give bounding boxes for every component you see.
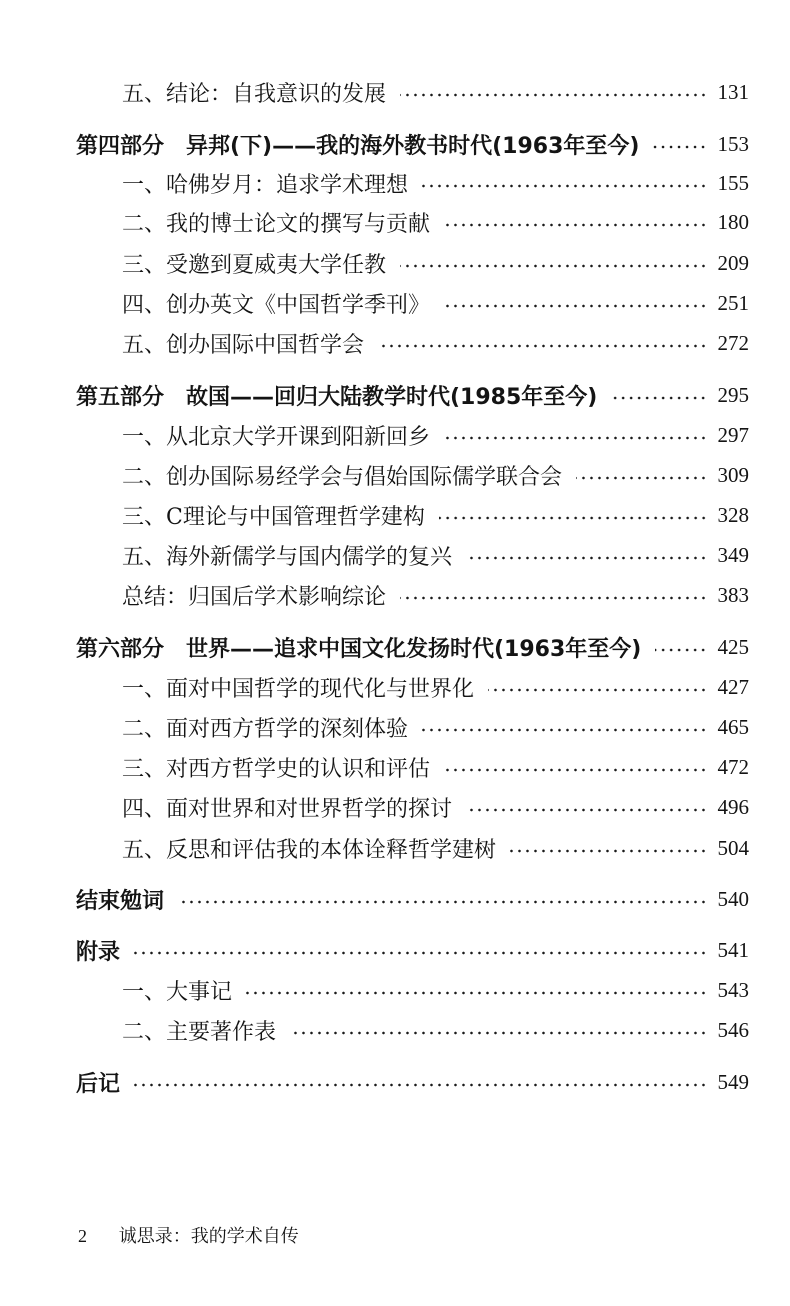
toc-entry bbox=[122, 455, 749, 495]
dot-leader bbox=[653, 145, 707, 149]
footer-page-number: 2 bbox=[78, 1226, 87, 1246]
toc-entry bbox=[122, 415, 749, 455]
dot-leader bbox=[378, 344, 707, 348]
dot-leader bbox=[439, 516, 708, 520]
toc-entry-page: 209 bbox=[717, 250, 749, 275]
dot-leader bbox=[444, 304, 707, 308]
toc-entry-title: 结束勉词 bbox=[76, 888, 165, 914]
toc-entry-title: 三、C理论与中国管理哲学建构 bbox=[122, 504, 425, 530]
toc-entry bbox=[122, 667, 749, 707]
toc-entry bbox=[122, 1010, 749, 1050]
toc-entry bbox=[122, 535, 749, 575]
toc-entry-title: 一、面对中国哲学的现代化与世界化 bbox=[122, 676, 475, 702]
toc-part-heading bbox=[76, 1062, 749, 1102]
dot-leader bbox=[400, 264, 707, 268]
dot-leader bbox=[466, 808, 707, 812]
toc-entry-page: 541 bbox=[717, 937, 749, 962]
toc-entry-page: 297 bbox=[717, 422, 749, 447]
dot-leader bbox=[400, 93, 707, 97]
toc-entry-title: 一、大事记 bbox=[122, 979, 233, 1005]
toc-entry bbox=[122, 575, 749, 615]
toc-entry-title: 二、创办国际易经学会与倡始国际儒学联合会 bbox=[122, 464, 563, 490]
toc-entry-page: 295 bbox=[717, 382, 749, 407]
dot-leader bbox=[466, 556, 707, 560]
toc-entry bbox=[122, 283, 749, 323]
toc-part-heading bbox=[76, 879, 749, 919]
dot-leader bbox=[178, 900, 707, 904]
toc-entry-title: 第六部分 世界——追求中国文化发扬时代(1963年至今) bbox=[76, 636, 642, 662]
toc-entry-page: 309 bbox=[717, 462, 749, 487]
toc-entry-title: 五、反思和评估我的本体诠释哲学建树 bbox=[122, 837, 497, 863]
dot-leader bbox=[510, 849, 707, 853]
toc-entry-title: 二、主要著作表 bbox=[122, 1019, 277, 1045]
dot-leader bbox=[444, 223, 707, 227]
toc-entry-page: 496 bbox=[717, 794, 749, 819]
toc-entry-page: 504 bbox=[717, 835, 749, 860]
toc-entry-title: 五、结论：自我意识的发展 bbox=[122, 81, 387, 107]
dot-leader bbox=[134, 1083, 707, 1087]
toc-entry-page: 180 bbox=[717, 209, 749, 234]
toc-part-heading bbox=[76, 627, 749, 667]
toc-entry-title: 第四部分 异邦(下)——我的海外教书时代(1963年至今) bbox=[76, 133, 640, 159]
toc-part-heading bbox=[76, 930, 749, 970]
toc-entry-page: 465 bbox=[717, 714, 749, 739]
toc-entry-title: 四、面对世界和对世界哲学的探讨 bbox=[122, 796, 453, 822]
toc-entry-page: 251 bbox=[717, 290, 749, 315]
toc-entry-page: 131 bbox=[717, 79, 749, 104]
toc-entry-page: 383 bbox=[717, 582, 749, 607]
toc-part-heading bbox=[76, 375, 749, 415]
toc-entry bbox=[122, 72, 749, 112]
toc-entry-title: 二、我的博士论文的撰写与贡献 bbox=[122, 211, 431, 237]
toc-entry bbox=[122, 828, 749, 868]
toc-entry-page: 540 bbox=[717, 886, 749, 911]
toc-entry-title: 总结：归国后学术影响综论 bbox=[122, 584, 387, 610]
toc-entry-page: 543 bbox=[717, 977, 749, 1002]
dot-leader bbox=[246, 991, 707, 995]
toc-entry bbox=[122, 323, 749, 363]
toc-entry-page: 349 bbox=[717, 542, 749, 567]
dot-leader bbox=[611, 396, 707, 400]
dot-leader bbox=[290, 1031, 707, 1035]
toc-entry-page: 272 bbox=[717, 330, 749, 355]
dot-leader bbox=[444, 436, 707, 440]
toc-entry bbox=[122, 202, 749, 242]
toc-entry bbox=[122, 495, 749, 535]
toc-entry-page: 328 bbox=[717, 502, 749, 527]
toc-entry-title: 一、哈佛岁月：追求学术理想 bbox=[122, 172, 409, 198]
toc-entry bbox=[122, 747, 749, 787]
dot-leader bbox=[400, 596, 707, 600]
toc-entry-title: 附录 bbox=[76, 939, 121, 965]
dot-leader bbox=[422, 728, 707, 732]
toc-entry-title: 三、受邀到夏威夷大学任教 bbox=[122, 252, 387, 278]
toc-entry-page: 546 bbox=[717, 1017, 749, 1042]
toc-entry bbox=[122, 243, 749, 283]
toc-entry-title: 五、创办国际中国哲学会 bbox=[122, 332, 365, 358]
toc-entry-page: 549 bbox=[717, 1069, 749, 1094]
toc-entry-title: 四、创办英文《中国哲学季刊》 bbox=[122, 292, 431, 318]
toc-entry-page: 427 bbox=[717, 674, 749, 699]
toc-entry bbox=[122, 970, 749, 1010]
toc-part-heading bbox=[76, 124, 749, 164]
toc-entry-page: 425 bbox=[717, 634, 749, 659]
dot-leader bbox=[422, 184, 707, 188]
toc-entry-page: 155 bbox=[717, 170, 749, 195]
dot-leader bbox=[134, 951, 707, 955]
toc-entry-title: 第五部分 故国——回归大陆教学时代(1985年至今) bbox=[76, 384, 598, 410]
toc-entry-title: 三、对西方哲学史的认识和评估 bbox=[122, 756, 431, 782]
page-footer bbox=[78, 1222, 299, 1248]
toc-entry bbox=[122, 707, 749, 747]
dot-leader bbox=[655, 648, 707, 652]
toc-entry-page: 472 bbox=[717, 754, 749, 779]
footer-book-title: 诚思录：我的学术自传 bbox=[118, 1226, 299, 1247]
toc-entry bbox=[122, 163, 749, 203]
dot-leader bbox=[444, 768, 707, 772]
toc-entry-title: 五、海外新儒学与国内儒学的复兴 bbox=[122, 544, 453, 570]
toc-entry-page: 153 bbox=[717, 131, 749, 156]
dot-leader bbox=[576, 476, 707, 480]
toc-entry-title: 后记 bbox=[76, 1071, 121, 1097]
toc-entry-title: 二、面对西方哲学的深刻体验 bbox=[122, 716, 409, 742]
dot-leader bbox=[488, 688, 707, 692]
toc-entry bbox=[122, 787, 749, 827]
toc-entry-title: 一、从北京大学开课到阳新回乡 bbox=[122, 424, 431, 450]
